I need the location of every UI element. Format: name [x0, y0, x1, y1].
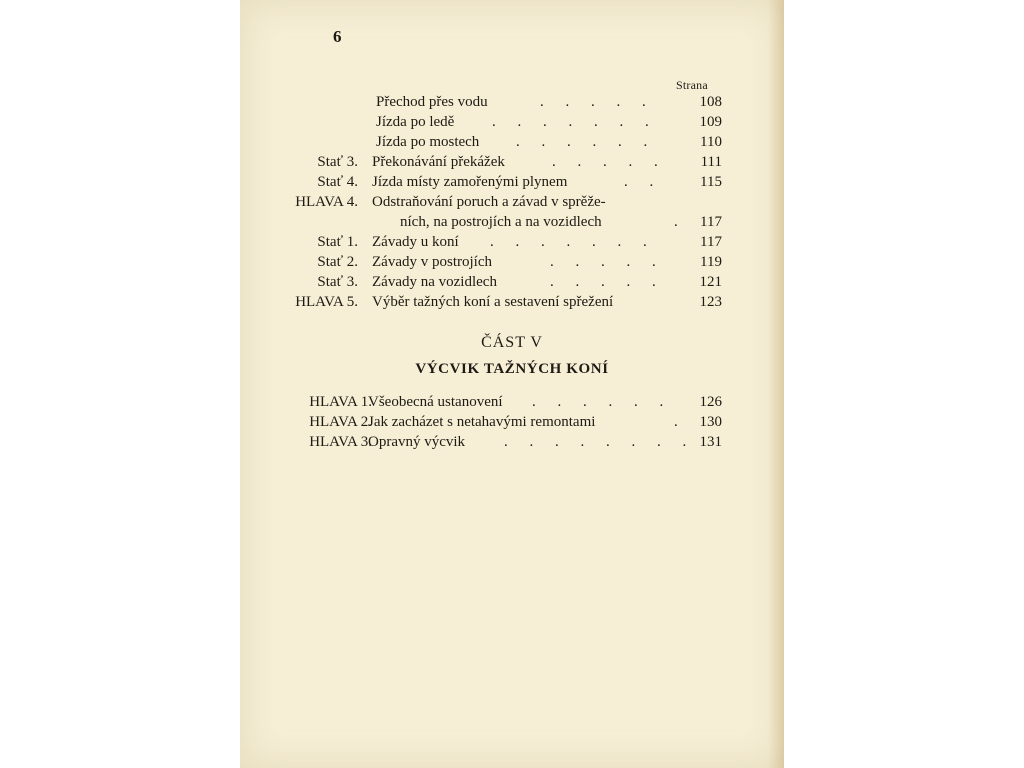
entry-label: Stať 3.: [317, 274, 358, 290]
entry-title: Překonávání překážek: [372, 154, 505, 170]
entry-title: Jak zacházet s netahavými remontami: [368, 414, 596, 430]
toc-entry: [240, 412, 784, 432]
entry-page: 123: [699, 294, 722, 310]
entry-page: 111: [700, 154, 722, 170]
entry-leader: . . . . .: [552, 154, 667, 170]
toc-entry: [240, 212, 784, 232]
entry-page: 117: [700, 234, 722, 250]
entry-label: HLAVA 5.: [295, 294, 358, 310]
entry-leader: . . . . . . .: [490, 234, 656, 250]
entry-label: Stať 1.: [317, 234, 358, 250]
entry-leader: . . . . . . . .: [504, 434, 696, 450]
entry-title: Závady u koní: [372, 234, 459, 250]
entry-title: Jízda místy zamořenými plynem: [372, 174, 568, 190]
entry-leader: . .: [624, 174, 663, 190]
entry-title: ních, na postrojích a na vozidlech: [400, 214, 602, 230]
toc-entry: [240, 132, 784, 152]
toc-entry: [240, 92, 784, 112]
entry-leader: . . . . .: [550, 274, 665, 290]
entry-title: Závady v postrojích: [372, 254, 492, 270]
toc-entry: [240, 392, 784, 412]
entry-page: 130: [699, 414, 722, 430]
toc-entry: [240, 232, 784, 252]
entry-leader: .: [674, 414, 687, 430]
entry-page: 110: [700, 134, 722, 150]
entry-leader: . . . . .: [540, 94, 655, 110]
column-header-strana: Strana: [676, 78, 708, 92]
book-page: [240, 0, 784, 768]
entry-label: Stať 4.: [317, 174, 358, 190]
entry-title: Jízda po mostech: [376, 134, 480, 150]
entry-page: 126: [699, 394, 722, 410]
entry-label: Stať 2.: [317, 254, 358, 270]
entry-page: 119: [700, 254, 722, 270]
entry-page: 109: [699, 114, 722, 130]
entry-title: Všeobecná ustanovení: [368, 394, 503, 410]
toc-entry: [240, 432, 784, 452]
entry-leader: . . . . . . .: [492, 114, 658, 130]
entry-page: 121: [699, 274, 722, 290]
entry-title: Výběr tažných koní a sestavení spřežení: [372, 294, 614, 310]
toc-entry: [240, 272, 784, 292]
entry-label: HLAVA 3.: [309, 434, 372, 450]
toc-entry: [240, 172, 784, 192]
toc-entry: [240, 252, 784, 272]
entry-page: 131: [699, 434, 722, 450]
entry-label: HLAVA 1.: [309, 394, 372, 410]
entry-leader: . . . . . .: [532, 394, 673, 410]
entry-leader: . . . . .: [550, 254, 665, 270]
entry-label: Stať 3.: [317, 154, 358, 170]
entry-title: Závady na vozidlech: [372, 274, 497, 290]
entry-page: 117: [700, 214, 722, 230]
entry-leader: .: [674, 214, 687, 230]
toc-entry: [240, 192, 784, 212]
entry-leader: . . . . . .: [516, 134, 657, 150]
entry-title: Odstraňování poruch a závad v sprěže-: [372, 194, 606, 210]
entry-label: HLAVA 2.: [309, 414, 372, 430]
entry-page: 108: [699, 94, 722, 110]
toc-entry: [240, 112, 784, 132]
entry-title: Opravný výcvik: [368, 434, 466, 450]
entry-label: HLAVA 4.: [295, 194, 358, 210]
toc-entry: [240, 292, 784, 312]
entry-title: Přechod přes vodu: [376, 94, 488, 110]
toc-entry: [240, 152, 784, 172]
part-title: VÝCVIK TAŽNÝCH KONÍ: [415, 361, 609, 377]
entry-page: 115: [700, 174, 722, 190]
entry-title: Jízda po ledě: [376, 114, 455, 130]
part-heading: ČÁST V: [481, 334, 543, 351]
page-number: 6: [333, 27, 342, 46]
